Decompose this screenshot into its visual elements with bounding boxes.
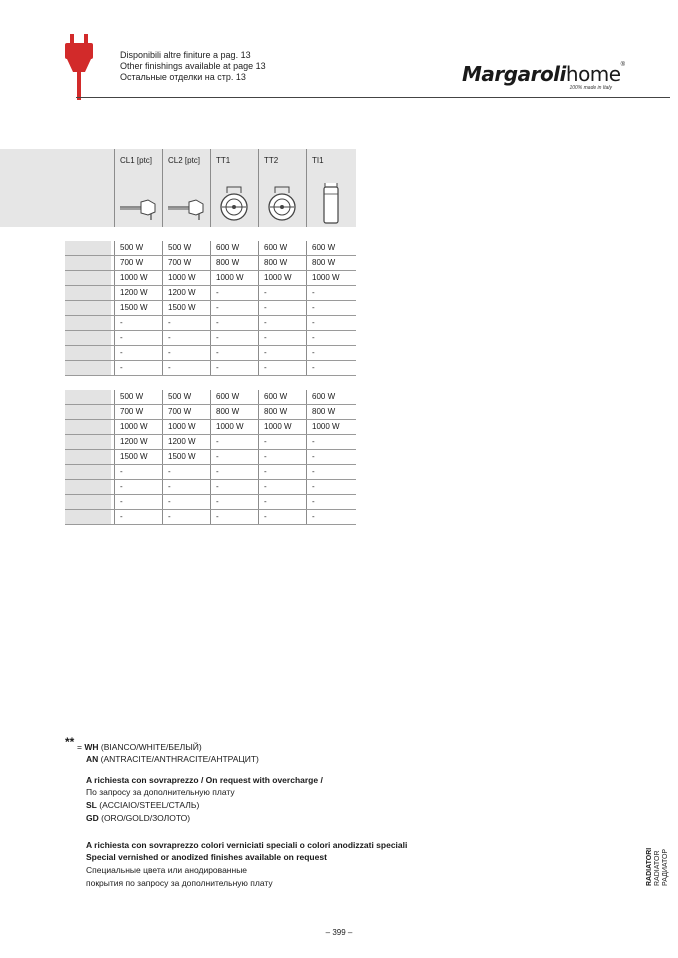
table-cell: - <box>162 495 210 509</box>
table-cell: - <box>306 450 354 464</box>
round-thermostat-icon <box>259 183 307 227</box>
table-cell: - <box>210 510 258 524</box>
table-row <box>65 346 356 361</box>
legend-star: ** <box>65 735 75 749</box>
text-wh: (BIANCO/WHITE/БЕЛЫЙ) <box>98 742 202 752</box>
legend-gd <box>86 812 190 825</box>
note-line-ru: Остальные отделки на стр. 13 <box>120 72 246 82</box>
table-row <box>65 331 356 346</box>
row-label-cell <box>65 435 111 449</box>
section-side-label <box>646 848 670 886</box>
table-cell: 800 W <box>210 405 258 419</box>
table-cell: 1200 W <box>114 435 162 449</box>
row-label-cell <box>65 301 111 315</box>
note-line-en: Other finishings available at page 13 <box>120 61 266 71</box>
table-row <box>65 480 356 495</box>
table-cell: - <box>306 301 354 315</box>
table-row <box>65 301 356 316</box>
table-cell: - <box>258 361 306 375</box>
table-row <box>65 465 356 480</box>
table-cell: - <box>258 435 306 449</box>
row-label-cell <box>65 331 111 345</box>
column-label: CL2 [ptc] <box>168 156 201 165</box>
finishes-note <box>120 50 266 83</box>
row-label-cell <box>65 420 111 434</box>
legend-overcharge-ru: По запросу за дополнительную плату <box>86 787 235 797</box>
side-label-it: RADIATORI <box>646 847 653 886</box>
side-label-en: RADIATOR <box>654 850 661 886</box>
row-label-cell <box>65 241 111 255</box>
table-row <box>65 405 356 420</box>
column-tt2 <box>258 149 306 227</box>
table-cell: - <box>114 346 162 360</box>
cylinder-heater-icon <box>307 183 355 227</box>
table-row <box>65 435 356 450</box>
table-cell: - <box>258 331 306 345</box>
table-cell: 1200 W <box>162 435 210 449</box>
table-cell: - <box>306 435 354 449</box>
table-cell: 600 W <box>210 241 258 255</box>
brand-suffix: home <box>565 62 621 86</box>
table-cell: 1500 W <box>162 450 210 464</box>
brand-tagline: 100% made in Italy <box>569 85 612 91</box>
code-an: AN <box>86 754 99 764</box>
row-label-cell <box>65 316 111 330</box>
table-cell: - <box>162 316 210 330</box>
table-cell: - <box>258 301 306 315</box>
table-cell: - <box>210 286 258 300</box>
table-cell: 1500 W <box>114 450 162 464</box>
table-cell: - <box>258 346 306 360</box>
table-cell: - <box>306 331 354 345</box>
row-label-cell <box>65 465 111 479</box>
table-cell: - <box>210 450 258 464</box>
special-en: Special vernished or anodized finishes available on request <box>86 852 327 862</box>
code-sl: SL <box>86 800 97 810</box>
table-cell: 1000 W <box>114 271 162 285</box>
table-cell: - <box>210 316 258 330</box>
table-cell: - <box>306 346 354 360</box>
table-cell: 700 W <box>162 405 210 419</box>
row-label-cell <box>65 450 111 464</box>
table-cell: 1000 W <box>162 420 210 434</box>
table-cell: - <box>162 346 210 360</box>
page-number: – 399 – <box>325 928 353 937</box>
table-row <box>65 495 356 510</box>
row-label-cell <box>65 495 111 509</box>
table-cell: - <box>258 495 306 509</box>
brand-name: Margaroli <box>462 62 566 86</box>
table-row <box>65 316 356 331</box>
table-cell: 700 W <box>114 256 162 270</box>
table-cell: 500 W <box>114 241 162 255</box>
table-cell: 1000 W <box>210 420 258 434</box>
table-cell: - <box>306 465 354 479</box>
table-cell: 1200 W <box>114 286 162 300</box>
row-label-cell <box>65 286 111 300</box>
table-cell: - <box>306 316 354 330</box>
cable-plug-icon <box>115 183 163 227</box>
column-label: TT2 <box>264 156 279 165</box>
table-cell: - <box>306 286 354 300</box>
legend-an <box>86 753 259 766</box>
table-row <box>65 510 356 525</box>
cable-plug-icon <box>163 183 211 227</box>
table-cell: - <box>258 286 306 300</box>
table-cell: - <box>114 316 162 330</box>
legend-sl <box>86 799 199 812</box>
table-cell: - <box>258 510 306 524</box>
column-ti1 <box>306 149 354 227</box>
table-cell: - <box>258 316 306 330</box>
table-cell: 1000 W <box>306 271 354 285</box>
note-line-it: Disponibili altre finiture a pag. 13 <box>120 50 251 60</box>
table-cell: - <box>162 510 210 524</box>
table-cell: - <box>114 495 162 509</box>
table-cell: 1000 W <box>306 420 354 434</box>
table-cell: - <box>162 361 210 375</box>
table-cell: - <box>162 331 210 345</box>
row-label-cell <box>65 390 111 404</box>
table-cell: - <box>114 361 162 375</box>
table-cell: 800 W <box>306 256 354 270</box>
column-cl1 <box>114 149 162 227</box>
table-cell: 800 W <box>306 405 354 419</box>
table-cell: - <box>162 480 210 494</box>
table-cell: - <box>114 465 162 479</box>
table-cell: - <box>210 495 258 509</box>
table-cell: 1000 W <box>210 271 258 285</box>
table-cell: - <box>210 480 258 494</box>
header-rule <box>76 97 670 98</box>
table-cell: 1000 W <box>258 271 306 285</box>
table-row <box>65 286 356 301</box>
registered-mark: ® <box>620 62 626 68</box>
column-tt1 <box>210 149 258 227</box>
table-cell: 600 W <box>210 390 258 404</box>
column-cl2 <box>162 149 210 227</box>
column-label: CL1 [ptc] <box>120 156 153 165</box>
legend-wh <box>77 741 202 754</box>
table-cell: - <box>162 465 210 479</box>
legend-special-en <box>86 851 327 864</box>
table-row <box>65 256 356 271</box>
legend-special-it <box>86 839 407 852</box>
table-cell: - <box>210 346 258 360</box>
overcharge-title: A richiesta con sovraprezzo / On request with overcharge / <box>86 775 323 785</box>
table-cell: 1000 W <box>162 271 210 285</box>
table-row <box>65 390 356 405</box>
table-cell: 600 W <box>258 241 306 255</box>
row-label-cell <box>65 256 111 270</box>
table-cell: 1500 W <box>114 301 162 315</box>
table-cell: - <box>306 510 354 524</box>
text-sl: (ACCIAIO/STEEL/СТАЛЬ) <box>96 800 200 810</box>
row-label-cell <box>65 361 111 375</box>
table-cell: - <box>114 480 162 494</box>
text-gd: (ORO/GOLD/ЗОЛОТО) <box>98 813 191 823</box>
special-it: A richiesta con sovraprezzo colori verniciati speciali o colori anodizzati speciali <box>86 840 408 850</box>
column-label: TI1 <box>312 156 324 165</box>
row-label-cell <box>65 271 111 285</box>
table-cell: - <box>258 465 306 479</box>
table-cell: 500 W <box>162 390 210 404</box>
code-wh: WH <box>84 742 99 752</box>
table-cell: 500 W <box>114 390 162 404</box>
table-cell: 600 W <box>306 390 354 404</box>
row-label-cell <box>65 510 111 524</box>
table-row <box>65 271 356 286</box>
table-cell: - <box>258 450 306 464</box>
legend-eq: = <box>77 742 82 752</box>
table-cell: - <box>210 301 258 315</box>
table-cell: - <box>306 480 354 494</box>
round-thermostat-icon <box>211 183 259 227</box>
table-cell: 800 W <box>210 256 258 270</box>
table-cell: - <box>306 495 354 509</box>
brand-logo <box>462 62 626 96</box>
table-cell: 700 W <box>162 256 210 270</box>
text-an: (ANTRACITE/ANTHRACITE/АНТРАЦИТ) <box>98 754 259 764</box>
table-cell: 800 W <box>258 405 306 419</box>
table-cell: 1500 W <box>162 301 210 315</box>
table-cell: 600 W <box>306 241 354 255</box>
table-cell: - <box>210 435 258 449</box>
column-label: TT1 <box>216 156 231 165</box>
table-cell: - <box>258 480 306 494</box>
table-cell: - <box>114 331 162 345</box>
legend-special-ru2: покрытия по запросу за дополнительную плату <box>86 878 273 888</box>
table-cell: 700 W <box>114 405 162 419</box>
table-cell: - <box>210 465 258 479</box>
side-label-ru: РАДИАТОР <box>662 848 669 886</box>
table-cell: 600 W <box>258 390 306 404</box>
table-cell: 1000 W <box>258 420 306 434</box>
table-cell: - <box>306 361 354 375</box>
code-gd: GD <box>86 813 99 823</box>
table-cell: 1200 W <box>162 286 210 300</box>
table-cell: - <box>114 510 162 524</box>
row-label-cell <box>65 480 111 494</box>
table-cell: 500 W <box>162 241 210 255</box>
table-row <box>65 420 356 435</box>
row-label-cell <box>65 346 111 360</box>
electric-plug-icon <box>64 34 94 100</box>
power-table-1 <box>65 241 356 376</box>
row-label-cell <box>65 405 111 419</box>
table-cell: 800 W <box>258 256 306 270</box>
columns-header <box>0 149 356 227</box>
table-row <box>65 361 356 376</box>
table-row <box>65 241 356 256</box>
legend-overcharge-title <box>86 774 323 787</box>
legend-special-ru1: Специальные цвета или анодированные <box>86 865 248 875</box>
table-cell: - <box>210 331 258 345</box>
power-table-2 <box>65 390 356 525</box>
table-cell: - <box>210 361 258 375</box>
table-cell: 1000 W <box>114 420 162 434</box>
table-row <box>65 450 356 465</box>
